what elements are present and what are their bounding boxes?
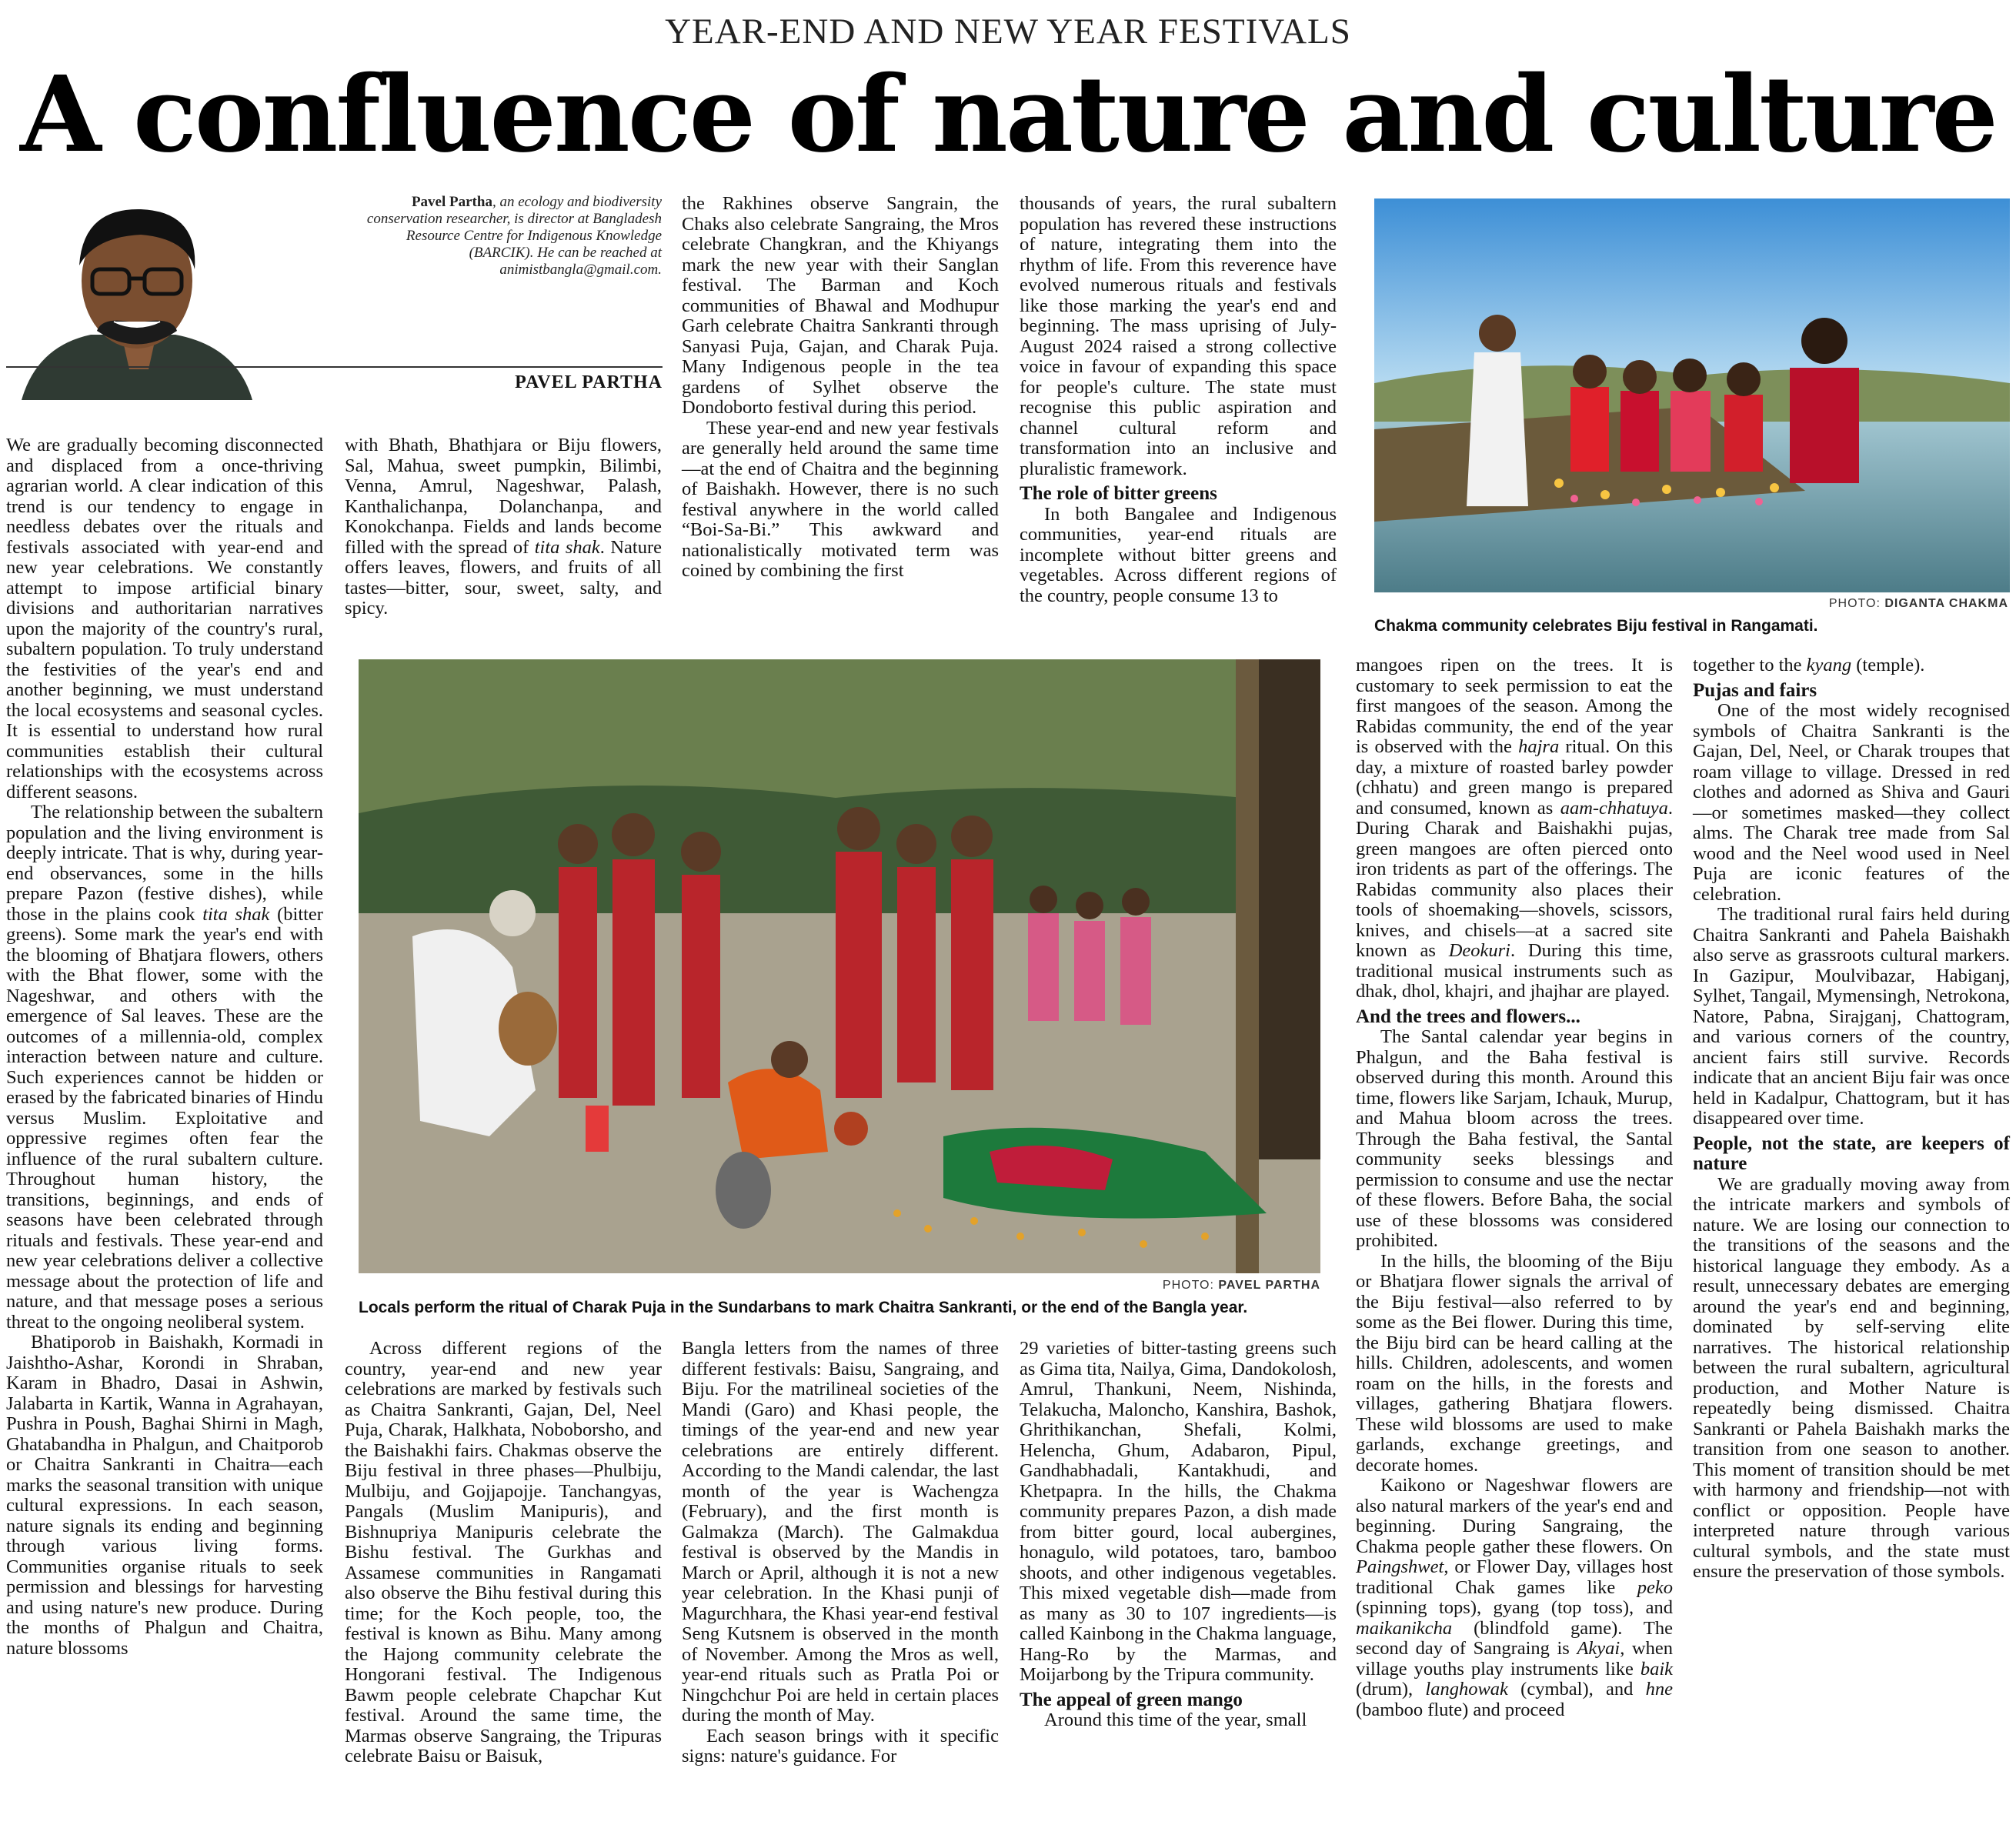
photo-credit-main-label: PHOTO: <box>1162 1279 1219 1292</box>
italic-term: kyang <box>1806 655 1852 675</box>
text-run: (spinning tops), gyang (top toss), and <box>1356 1597 1673 1618</box>
article-paragraph: The Santal calendar year begins in Phalgun, and the Baha festival is observed during this month. Around this time, flowers like Sarjam, Ichauk, Murup, and Mahua bloom across the trees. Through the Baha festival, the Santal community seeks blessings and permission to consume and use the nectar of these flowers. Before Baha, the social use of these blossoms was considered prohibited. <box>1356 1026 1673 1251</box>
article-column-4-bottom <box>1020 1339 1337 1731</box>
photo-credit-main-name: PAVEL PARTHA <box>1218 1279 1320 1292</box>
article-column-3-top <box>682 194 999 582</box>
text-run: (bitter greens). Some mark the year's end with the blooming of Bhatjara flowers, others with the Bhat flower, some with the Nageshwar, and others with the emergence of Sal leaves. These are the outcomes of a millennia-old, complex interaction between nature and culture. Such experiences cannot be hidden or erased by the fabricated binaries of Hindu versus Muslim. Exploitative and oppressive regimes often fear the influence of the rural subaltern culture. Throughout human history, the transitions, beginnings, and ends of seasons have been celebrated through rituals and festivals. These year-end and new year celebrations deliver a collective message about the protection of life and nature, and that message poses a serious threat to the ongoing neoliberal system. <box>6 903 323 1333</box>
text-run: with Bhath, Bhathjara or Biju flowers, Sal, Mahua, sweet pumpkin, Bilimbi, Venna, Amrul, Nageshwar, Palash, Kanthalichanpa, Dolanchanpa, and Konokchanpa. Fields and lands become filled with the spread of <box>345 435 662 558</box>
italic-term: Akyai <box>1577 1638 1620 1659</box>
article-paragraph: One of the most widely recognised symbols of Chaitra Sankranti is the Gajan, Del, Neel, or Charak troupes that roam village to village. Dressed in red clothes and adorned as Shiva and Gauri—or sometimes masked—they collect alms. The Charak tree made from Sal wood and the Neel wood used in Neel Puja are iconic features of the celebration. <box>1693 700 2010 905</box>
section-kicker: YEAR-END AND NEW YEAR FESTIVALS <box>665 12 1351 52</box>
byline: PAVEL PARTHA <box>515 372 663 392</box>
article-paragraph: We are gradually becoming disconnected and displaced from a once-thriving agrarian world. A clear indication of this trend is our tendency to engage in needless debates over the rituals and festivals associated with year-end and new year celebrations. We constantly attempt to impose artificial binary divisions and authoritarian narratives upon the majority of the country's rural, subaltern population. To truly understand the festivities of the year's end and another beginning, we must understand the local ecosystems and seasonal cycles. It is essential to understand how rural communities establish their cultural relationships with the ecosystems across different seasons. <box>6 435 323 802</box>
italic-term: aam-chhatuya <box>1560 797 1668 819</box>
article-column-4-top <box>1020 194 1337 606</box>
text-run: together to the <box>1693 655 1807 675</box>
author-name: Pavel Partha <box>411 194 492 210</box>
text-run: . During this time, traditional musical instruments such as dhak, dhol, khajri, and jhajhar are played. <box>1356 940 1673 1002</box>
italic-term: hajra <box>1518 736 1560 757</box>
article-column-2-bottom <box>345 1339 662 1767</box>
italic-term: hne <box>1645 1679 1673 1700</box>
text-run: mangoes ripen on the trees. It is customary to seek permission to eat the first mangoes of the season. Among the Rabidas community, the end of the year is observed with the <box>1356 655 1673 757</box>
photo-credit-top <box>1693 597 2008 611</box>
italic-term: tita shak <box>534 536 600 558</box>
italic-term: peko <box>1637 1576 1673 1598</box>
text-run: (temple). <box>1851 655 1925 675</box>
article-paragraph: In the hills, the blooming of the Biju or Bhatjara flower signals the arrival of the Biju festival—also referred to by some as the Bei flower. During this time, the Biju bird can be heard calling at the hills. Children, adolescents, and women roam on the hills, in the forests and villages, gathering Bhatjara flowers. These wild blossoms are used to make garlands, exchange greetings, and decorate homes. <box>1356 1250 1673 1476</box>
article-paragraph: the Rakhines observe Sangrain, the Chaks also celebrate Sangraing, the Mros celebrate Changkran, and the Khiyangs mark the new year with their Sanglan festival. The Barman and Koch communities of Bhawal and Modhupur Garh celebrate Chaitra Sankranti through Sanyasi Puja, Gajan, and Charak Puja. Many Indigenous people in the tea gardens of Sylhet observe the Dondoborto festival during this period. <box>682 193 999 418</box>
text-run: , or Flower Day, villages host traditional Chak games like <box>1356 1556 1673 1598</box>
text-run: Kaikono or Nageshwar flowers are also natural markers of the year's end and beginning. During Sangraing, the Chakma people gather these flowers. On <box>1356 1475 1673 1557</box>
article-paragraph <box>6 802 323 1333</box>
text-run: (bamboo flute) and proceed <box>1356 1699 1565 1720</box>
text-run: The relationship between the subaltern population and the living environment is deeply intricate. That is why, during year-end observances, some in the hills prepare Pazon (festive dishes), while those in the plains cook <box>6 802 323 925</box>
text-run: (cymbal), and <box>1507 1679 1646 1700</box>
text-run: ritual. On this day, a mixture of roasted barley powder (chhatu) and green mango is prepared and consumed, known as <box>1356 736 1673 819</box>
article-paragraph: thousands of years, the rural subaltern population has revered these instructions of nature, integrating them into the rhythm of life. From this reverence have evolved numerous rituals and festivals like those marking the year's end and beginning. The mass uprising of July-August 2024 raised a strong collective voice in favour of expanding this space for people's culture. The state must recognise this public aspiration and channel cultural reform and transformation into an inclusive and pluralistic framework. <box>1020 193 1337 479</box>
subheading: And the trees and flowers... <box>1356 1006 1580 1027</box>
article-paragraph: The traditional rural fairs held during Chaitra Sankranti and Pahela Baishakh also serve as grassroots cultural markers. In Gazipur, Moulvibazar, Habiganj, Sylhet, Tangail, Mymensingh, Netrokona, Natore, Pabna, Sirajganj, Chattogram, and various corners of the country, ancient fairs still survive. Records indicate that an ancient Biju fair was once held in Kadalpur, Chattogram, but it has disappeared over time. <box>1693 904 2010 1129</box>
article-paragraph <box>1356 655 1673 1002</box>
photo-caption-main: Locals perform the ritual of Charak Puja in the Sundarbans to mark Chaitra Sankranti, or the end of the Bangla year. <box>359 1299 1248 1316</box>
article-column-2-top <box>345 435 662 619</box>
italic-term: tita shak <box>202 903 270 925</box>
charak-puja-photo <box>359 659 1320 1273</box>
article-column-3-bottom <box>682 1339 999 1767</box>
text-run: , when village youths play instruments like <box>1356 1638 1673 1680</box>
article-paragraph: In both Bangalee and Indigenous communities, year-end rituals are incomplete without bitter greens and vegetables. Across different regions of the country, people consume 13 to <box>1020 503 1337 606</box>
article-paragraph: Each season brings with it specific signs: nature's guidance. For <box>682 1725 999 1766</box>
article-column-6 <box>1693 655 2010 1583</box>
italic-term: langhowak <box>1425 1679 1508 1700</box>
photo-credit-top-name: DIGANTA CHAKMA <box>1884 597 2008 610</box>
biju-festival-photo <box>1374 198 2010 592</box>
author-bio-text: , an ecology and biodiversity conservation researcher, is director at Bangladesh Resource Centre for Indigenous Knowledge (BARCIK). He can be reached at animistbangla@gmail.com. <box>366 194 662 278</box>
byline-rule <box>6 366 663 368</box>
article-paragraph <box>345 435 662 619</box>
article-column-1 <box>6 435 323 1659</box>
text-run: (blindfold game). The second day of Sangraing is <box>1356 1617 1673 1659</box>
article-paragraph: Bhatiporob in Baishakh, Kormadi in Jaishtho-Ashar, Korondi in Shraban, Karam in Bhadro, Dasai in Ashwin, Jalabarta in Kartik, Wanna in Agrahayan, Pushra in Poush, Baghai Shirni in Magh, Ghatabandha in Phalgun, and Chaitporob or Chaitra Sankranti in Chaitra—each marks the seasonal transition with unique cultural expressions. In each season, nature signals its ending and beginning through various living forms. Communities organise rituals to seek permission and blessings for harvesting and using nature's new produce. During the months of Phalgun and Chaitra, nature blossoms <box>6 1332 323 1659</box>
text-run: . During Charak and Baishakhi pujas, green mangoes are often pierced onto iron tridents as part of the offerings. The Rabidas community also places their tools of shoemaking—shovels, scissors, knives, and chisels—at a sacred site known as <box>1356 797 1673 961</box>
italic-term: baik <box>1640 1658 1673 1680</box>
subheading: Pujas and fairs <box>1693 679 1817 701</box>
article-paragraph <box>1693 655 2010 676</box>
subheading: The appeal of green mango <box>1020 1689 1243 1710</box>
article-column-5 <box>1356 655 1673 1720</box>
article-paragraph: 29 varieties of bitter-tasting greens such as Gima tita, Nailya, Gima, Dandokolosh, Amrul, Thankuni, Neem, Nishinda, Telakucha, Maloncho, Kanshira, Bashok, Ghrithikanchan, Shefali, Kolmi, Helencha, Ghum, Adabaron, Pipul, Gandhabhadali, Kantakhudi, and Khetpapra. In the hills, the Chakma community prepares Pazon, a dish made from bitter gourd, local aubergines, honagulo, wild potatoes, taro, bamboo shoots, and other indigenous vegetables. This mixed vegetable dish—made from as many as 30 to 107 ingredients—is called Kainbong in the Chakma language, Hang-Ro by the Marmas, and Moijarbong by the Tripura community. <box>1020 1338 1337 1685</box>
italic-term: maikanikcha <box>1356 1617 1453 1639</box>
subheading: The role of bitter greens <box>1020 483 1217 504</box>
photo-credit-top-label: PHOTO: <box>1828 597 1885 610</box>
headline: A confluence of nature and culture <box>20 53 1996 176</box>
text-run: (drum), <box>1356 1679 1426 1700</box>
subheading: People, not the state, are keepers of nature <box>1693 1132 2010 1174</box>
photo-caption-top: Chakma community celebrates Biju festival in Rangamati. <box>1374 617 1818 635</box>
article-paragraph: These year-end and new year festivals are generally held around the same time—at the end of Chaitra and the beginning of Baishakh. However, there is no such festival anywhere in the world called “Boi-Sa-Bi.” This awkward and nationalistically motivated term was coined by combining the first <box>682 417 999 581</box>
italic-term: Paingshwet <box>1356 1556 1444 1577</box>
article-paragraph: Across different regions of the country, year-end and new year celebrations are marked by festivals such as Chaitra Sankranti, Gajan, Del, Neel Puja, Charak, Halkhata, Noboborsho, and the Baishakhi fairs. Chakmas observe the Biju festival in three phases—Phulbiju, Mulbiju, and Gojjapojje. Tanchangyas, Pangals (Muslim Manipuris), and Bishnupriya Manipuris celebrate the Bishu festival. The Gurkhas and Assamese communities in Rangamati also observe the Bihu festival during this time; for the Koch people, too, the festival is known as Bihu. Many among the Hajong community celebrate the Hongorani festival. The Indigenous Bawm people celebrate Chapchar Kut festival. Around the same time, the Marmas observe Sangraing, the Tripuras celebrate Baisu or Baisuk, <box>345 1338 662 1766</box>
article-paragraph: Around this time of the year, small <box>1044 1710 1307 1730</box>
photo-credit-main <box>1023 1279 1320 1293</box>
text-run: . Nature offers leaves, flowers, and fruits of all tastes—bitter, sour, sweet, salty, and spicy. <box>345 536 662 619</box>
author-photo <box>6 192 260 400</box>
article-paragraph: We are gradually moving away from the intricate markers and symbols of nature. We are losing our connection to the transitions of the seasons and the historical language they embody. As a result, unnecessary debates are emerging around the year's end and beginning, dominated by self-serving elite narratives. The historical relationship between the rural subaltern, agricultural production, and Mother Nature is repeatedly being dismissed. Chaitra Sankranti or Pahela Baishakh marks the transition from one season to another. This moment of transition should be met with harmony and friendship—not with conflict or opposition. People have interpreted nature through various cultural symbols, and the state must ensure the preservation of those symbols. <box>1693 1173 2010 1582</box>
article-paragraph <box>1356 1476 1673 1720</box>
author-bio <box>339 194 662 279</box>
italic-term: Deokuri <box>1448 940 1510 961</box>
article-paragraph: Bangla letters from the names of three different festivals: Baisu, Sangraing, and Biju. For the matrilineal societies of the Mandi (Garo) and Khasi people, the timings of the year-end and new year celebrations are entirely different. According to the Mandi calendar, the last month of the year is Wachengza (February), and the first month is Galmakza (March). The Galmakdua festival is observed by the Mandis in March or April, although it is not a new year celebration. In the Khasi punji of Magurchhara, the Khasi year-end festival Seng Kutsnem is observed in the month of November. Among the Mros as well, year-end rituals such as Pratla Poi or Ningchchur Poi are held in certain places during the month of May. <box>682 1338 999 1726</box>
